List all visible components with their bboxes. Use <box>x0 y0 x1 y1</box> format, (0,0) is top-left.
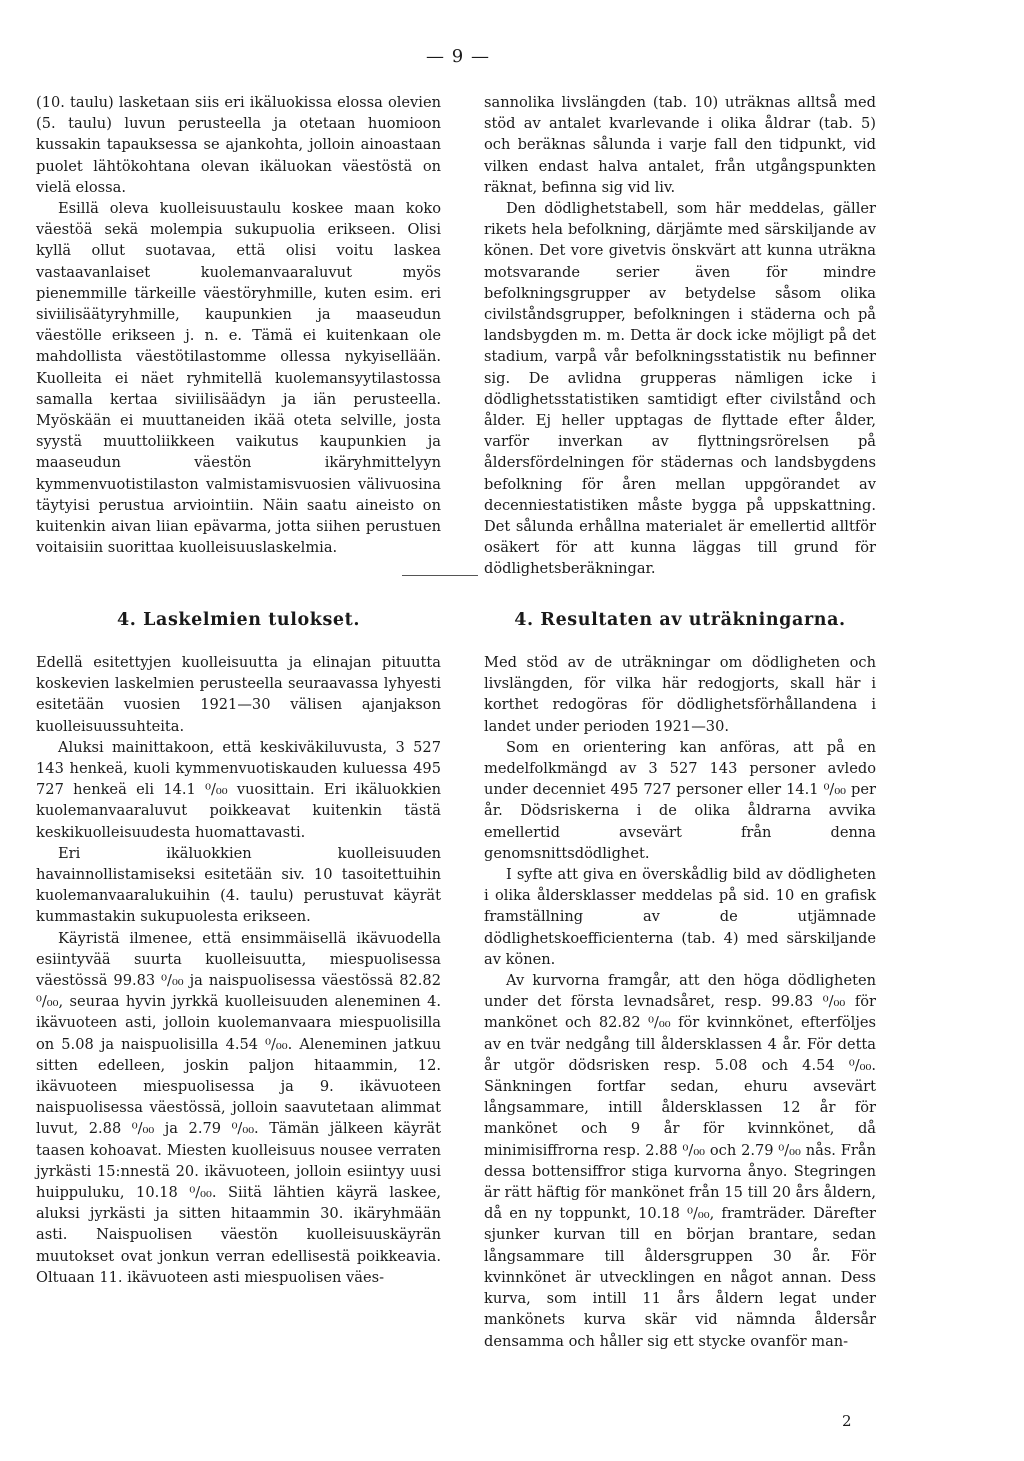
paragraph: Av kurvorna framgår, att den höga dödligheten under det första levnadsåret, resp. 99.83 ⁰/₀₀ för mankönet och 82.82 ⁰/₀₀ för kvinnkönet, efterföljes av en tvär nedgång till åldersklassen 4 år. För detta år utgör dödsrisken resp. 5.08 och 4.54 ⁰/₀₀. Sänkningen fortfar sedan, ehuru avsevärt långsammare, intill åldersklassen 12 år för mankönet och 9 år för kvinnkönet, då minimisiffrorna resp. 2.88 ⁰/₀₀ och 2.79 ⁰/₀₀ nås. Från dessa bottensiffror stiga kurvorna ånyo. Stegringen är rätt häftig för mankönet från 15 till 20 års åldern, då en ny toppunkt, 10.18 ⁰/₀₀, framträder. Därefter sjunker kurvan till en början brantare, sedan långsammare till åldersgruppen 30 år. För kvinnkönet är utvecklingen en något annan. Dess kurva, som intill 11 års åldern legat under mankönets kurva skär vid nämnda åldersår densamma och håller sig ett stycke ovanför man- <box>484 972 876 1350</box>
paragraph: Edellä esitettyjen kuolleisuutta ja elinajan pituutta koskevien laskelmien perusteella seuraavassa lyhyesti esitetään vuosien 1921—30 välisen ajanjakson kuolleisuussuhteita. <box>36 654 441 735</box>
swedish-column-intro <box>484 92 876 580</box>
page-number: — 9 — <box>426 46 490 67</box>
paragraph: Som en orientering kan anföras, att på en medelfolkmängd av 3 527 143 personer avledo under decenniet 495 727 personer eller 14.1 ⁰/₀₀ per år. Dödsriskerna i de olika åldrarna avvika emellertid avsevärt från denna genomsnittsdödlighet. <box>484 738 876 862</box>
sheet-number: 2 <box>842 1412 852 1430</box>
paragraph: Käyristä ilmenee, että ensimmäisellä ikävuodella esiintyvää suurta kuolleisuutta, miespuolisessa väestössä 99.83 ⁰/₀₀ ja naispuolisessa väestössä 82.82 ⁰/₀₀, seuraa hyvin jyrkkä kuolleisuuden aleneminen 4. ikävuoteen asti, jolloin kuolemanvaara miespuolisilla on 5.08 ja naispuolisilla 4.54 ⁰/₀₀. Aleneminen jatkuu sitten edelleen, joskin paljon hitaammin, 12. ikävuoteen miespuolisessa ja 9. ikävuoteen naispuolisessa väestössä, jolloin saavutetaan alimmat luvut, 2.88 ⁰/₀₀ ja 2.79 ⁰/₀₀. Tämän jälkeen käyrät taasen kohoavat. Miesten kuolleisuus nousee verraten jyrkästi 15:nnestä 20. ikävuoteen, jolloin esiintyy uusi huippuluku, 10.18 ⁰/₀₀. Siitä lähtien käyrä laskee, aluksi jyrkästi ja sitten hitaammin 30. ikäryhmään asti. Naispuolisen väestön kuolleisuuskäyrän muutokset ovat jonkun verran edellisestä poikkeavia. Oltuaan 11. ikävuoteen asti miespuolisen väes- <box>36 929 441 1286</box>
section-heading-swedish: 4. Resultaten av uträkningarna. <box>514 610 846 630</box>
swedish-column-results <box>484 652 876 1352</box>
paragraph: sannolika livslängden (tab. 10) uträknas alltså med stöd av antalet kvarlevande i olika åldrar (tab. 5) och beräknas sålunda i varje fall den tidpunkt, vid vilken endast halva antalet, från utgångspunkten räknat, befinna sig vid liv. <box>484 94 876 196</box>
paragraph: Eri ikäluokkien kuolleisuuden havainnollistamiseksi esitetään siv. 10 tasoitettuihin kuolemanvaaralukuihin (4. taulu) perustuvat käyrät kummastakin sukupuolesta erikseen. <box>36 844 441 926</box>
paragraph: Esillä oleva kuolleisuustaulu koskee maan koko väestöä sekä molempia sukupuolia erikseen. Olisi kyllä ollut suotavaa, että olisi voitu laskea vastaavanlaiset kuolemanvaaraluvut myös pienemmille tärkeille väestöryhmille, kuten esim. eri siviilisäätyryhmille, kaupunkien ja maaseudun väestölle erikseen j. n. e. Tämä ei kuitenkaan ole mahdollista väestötilastomme ollessa nykyisellään. Kuolleita ei näet ryhmitellä kuolemansyytilastossa samalla kertaa siviilisäädyn ja iän perusteella. Myöskään ei muuttaneiden ikää oteta selville, josta syystä muuttoliikkeen vaikutus kaupunkien ja maaseudun väestön ikäryhmittelyyn kymmenvuotistilaston valmistamisvuosien välivuosina täytyisi perustua arviointiin. Näin saatu aineisto on kuitenkin aivan liian epävarma, jotta siihen perustuen voitaisiin suorittaa kuolleisuuslaskelmia. <box>36 200 441 557</box>
section-divider <box>402 575 478 576</box>
paragraph: (10. taulu) lasketaan siis eri ikäluokissa elossa olevien (5. taulu) luvun perusteella ja otetaan huomioon kussakin tapauksessa se ajankohta, jolloin ainoastaan puolet lähtökohtana olevan ikäluokan väestöstä on vielä elossa. <box>36 94 441 196</box>
finnish-column-intro <box>36 92 441 558</box>
paragraph: Den dödlighetstabell, som här meddelas, gäller rikets hela befolkning, därjämte med särskiljande av könen. Det vore givetvis önskvärt att kunna uträkna motsvarande serier även för mindre befolkningsgrupper av betydelse såsom olika civilståndsgrupper, befolkningen i städerna och på landsbygden m. m. Detta är dock icke möjligt på det stadium, varpå vår befolkningsstatistik nu befinner sig. De avlidna grupperas nämligen icke i dödlighetsstatistiken samtidigt efter civilstånd och ålder. Ej heller upptagas de flyttade efter ålder, varför inverkan av flyttningsrörelsen på åldersfördelningen för städernas och landsbygdens befolkning för åren mellan uppgörandet av decenniestatistiken måste bygga på uppskattning. Det sålunda erhållna materialet är emellertid alltför osäkert för att kunna läggas till grund för dödlighetsberäkningar. <box>484 200 876 578</box>
paragraph: I syfte att giva en överskådlig bild av dödligheten i olika åldersklasser meddelas på sid. 10 en grafisk framställning av de utjämnade dödlighetskoefficienterna (tab. 4) med särskiljande av könen. <box>484 866 876 968</box>
section-heading-finnish: 4. Laskelmien tulokset. <box>116 610 361 630</box>
paragraph: Med stöd av de uträkningar om dödligheten och livslängden, för vilka här redogjorts, skall här i korthet redogöras för dödlighetsförhållandena i landet under perioden 1921—30. <box>484 654 876 735</box>
finnish-column-results <box>36 652 441 1288</box>
paragraph: Aluksi mainittakoon, että keskiväkiluvusta, 3 527 143 henkeä, kuoli kymmenvuotiskauden kuluessa 495 727 henkeä eli 14.1 ⁰/₀₀ vuosittain. Eri ikäluokkien kuolemanvaaraluvut poikkeavat kuitenkin tästä keskikuolleisuudesta huomattavasti. <box>36 738 441 841</box>
